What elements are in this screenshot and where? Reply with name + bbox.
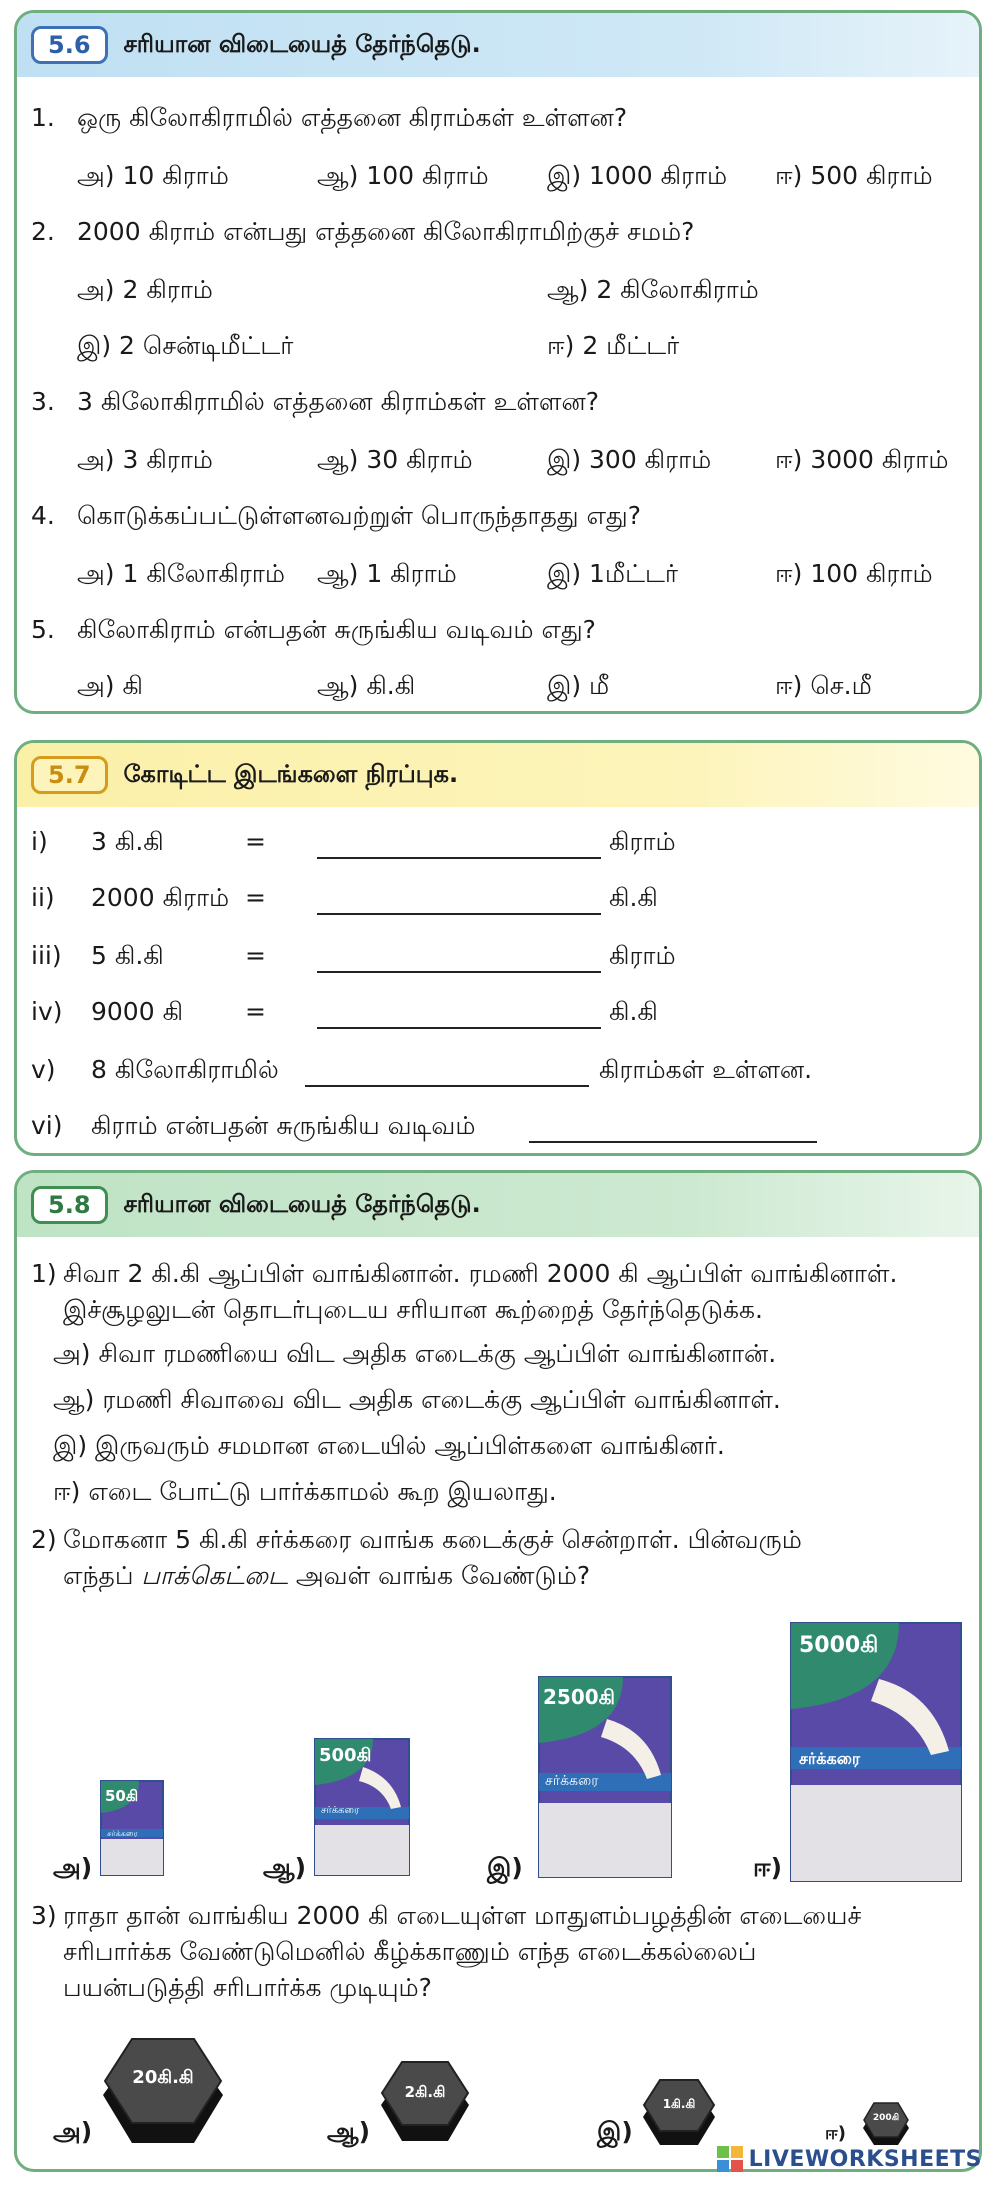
section-5-6 — [14, 10, 982, 714]
item-unit: கி.கி — [609, 997, 658, 1026]
option[interactable]: இ) 1மீட்டர் — [547, 559, 678, 588]
question-number: 3. — [31, 387, 55, 416]
question-text: சரிபார்க்க வேண்டுமெனில் கீழ்க்காணும் எந்த எடைக்கல்லைப் — [63, 1937, 757, 1966]
answer-blank[interactable] — [305, 1085, 589, 1087]
sugar-packet-50g[interactable] — [99, 1779, 165, 1877]
item-number: vi) — [31, 1111, 63, 1140]
option[interactable]: அ) 3 கிராம் — [77, 445, 213, 474]
section-number-badge: 5.8 — [31, 1186, 108, 1224]
option[interactable]: ஈ) 2 மீட்டர் — [547, 331, 680, 360]
question-text: 3 கிலோகிராமில் எத்தனை கிராம்கள் உள்ளன? — [77, 387, 599, 416]
section-number-badge: 5.6 — [31, 26, 108, 64]
answer-blank[interactable] — [317, 913, 601, 915]
item-unit: கிராம் — [609, 941, 676, 970]
option[interactable]: அ) 10 கிராம் — [77, 161, 229, 190]
item-quantity: 8 கிலோகிராமில் — [91, 1055, 279, 1084]
option[interactable]: ஆ) கி.கி — [317, 671, 416, 700]
question-text: ராதா தான் வாங்கிய 2000 கி எடையுள்ள மாதுளம்பழத்தின் எடையைச் — [63, 1901, 862, 1930]
question-text: பயன்படுத்தி சரிபார்க்க முடியும்? — [63, 1973, 432, 2002]
sugar-packet-5000g[interactable] — [789, 1621, 963, 1883]
logo-text: LIVEWORKSHEETS — [748, 2146, 982, 2172]
option[interactable]: ஆ) ரமணி சிவாவை விட அதிக எடைக்கு ஆப்பிள் வாங்கினாள். — [53, 1385, 781, 1414]
packet-weight: 50கி — [105, 1787, 139, 1805]
question-text: எந்தப் பாக்கெட்டை அவள் வாங்க வேண்டும்? — [63, 1561, 591, 1590]
weight-value: 2கி.கி — [404, 2083, 446, 2101]
section-title: கோடிட்ட இடங்களை நிரப்புக. — [123, 759, 459, 788]
option[interactable]: ஈ) செ.மீ — [775, 671, 872, 700]
question-text: ஒரு கிலோகிராமில் எத்தனை கிராம்கள் உள்ளன? — [77, 103, 628, 132]
item-quantity: 2000 கிராம் — [91, 883, 230, 912]
item-number: i) — [31, 827, 48, 856]
item-unit: கி.கி — [609, 883, 658, 912]
packet-weight: 500கி — [319, 1745, 372, 1766]
packet-label: சர்க்கரை — [107, 1829, 138, 1838]
option[interactable]: அ) 1 கிலோகிராம் — [77, 559, 285, 588]
question-text: 2000 கிராம் என்பது எத்தனை கிலோகிராமிற்குச் சமம்? — [77, 217, 695, 246]
item-unit: கிராம் — [609, 827, 676, 856]
equals-sign: = — [245, 827, 266, 856]
packet-weight: 2500கி — [543, 1685, 616, 1709]
item-number: v) — [31, 1055, 56, 1084]
section-title: சரியான விடையைத் தேர்ந்தெடு. — [123, 1189, 481, 1218]
liveworksheets-logo-icon — [717, 2146, 743, 2172]
question-number: 1. — [31, 103, 55, 132]
question-number: 2. — [31, 217, 55, 246]
question-text: கிலோகிராம் என்பதன் சுருங்கிய வடிவம் எது? — [77, 615, 596, 644]
weight-value: 1கி.கி — [662, 2097, 696, 2111]
weight-1kg[interactable] — [641, 2077, 717, 2151]
hexagon-weight-icon — [861, 2101, 911, 2147]
section-5-7 — [14, 740, 982, 1156]
section-5-8 — [14, 1170, 982, 2172]
item-quantity: 3 கி.கி — [91, 827, 164, 856]
option-label: ஈ) — [753, 1853, 783, 1882]
option[interactable]: ஈ) 500 கிராம் — [775, 161, 933, 190]
option[interactable]: இ) மீ — [547, 671, 610, 700]
equals-sign: = — [245, 883, 266, 912]
option-label: இ) — [487, 1853, 523, 1882]
question-number: 4. — [31, 501, 55, 530]
option-label: அ) — [53, 1853, 93, 1882]
item-quantity: 5 கி.கி — [91, 941, 164, 970]
option[interactable]: இ) 2 சென்டிமீட்டர் — [77, 331, 294, 360]
section-title: சரியான விடையைத் தேர்ந்தெடு. — [123, 29, 481, 58]
question-text: சிவா 2 கி.கி ஆப்பிள் வாங்கினான். ரமணி 2000 கி ஆப்பிள் வாங்கினாள். — [63, 1259, 898, 1288]
weight-200g[interactable] — [861, 2101, 911, 2151]
option[interactable]: இ) இருவரும் சமமான எடையில் ஆப்பிள்களை வாங்கினர். — [53, 1431, 725, 1460]
hexagon-weight-icon — [101, 2035, 225, 2147]
option[interactable]: இ) 300 கிராம் — [547, 445, 712, 474]
question-number: 3) — [31, 1901, 57, 1930]
sugar-packet-2500g[interactable] — [537, 1675, 673, 1879]
weight-value: 200கி — [872, 2113, 900, 2123]
packet-label: சர்க்கரை — [545, 1773, 599, 1789]
liveworksheets-logo[interactable] — [717, 2146, 982, 2172]
option[interactable]: ஈ) 3000 கிராம் — [775, 445, 949, 474]
option[interactable]: ஈ) எடை போட்டு பார்க்காமல் கூற இயலாது. — [53, 1477, 557, 1506]
equals-sign: = — [245, 941, 266, 970]
option[interactable]: அ) கி — [77, 671, 143, 700]
option[interactable]: ஆ) 30 கிராம் — [317, 445, 473, 474]
item-quantity: கிராம் என்பதன் சுருங்கிய வடிவம் — [91, 1111, 476, 1140]
option[interactable]: ஆ) 100 கிராம் — [317, 161, 489, 190]
question-text: இச்சூழலுடன் தொடர்புடைய சரியான கூற்றைத் தேர்ந்தெடுக்க. — [63, 1295, 763, 1324]
item-number: ii) — [31, 883, 55, 912]
section-header — [17, 13, 979, 77]
equals-sign: = — [245, 997, 266, 1026]
option[interactable]: ஆ) 2 கிலோகிராம் — [547, 275, 759, 304]
answer-blank[interactable] — [317, 971, 601, 973]
question-number: 2) — [31, 1525, 57, 1554]
question-text: கொடுக்கப்பட்டுள்ளனவற்றுள் பொருந்தாதது எது? — [77, 501, 641, 530]
option[interactable]: அ) 2 கிராம் — [77, 275, 213, 304]
option-label: ஆ) — [263, 1853, 307, 1882]
sugar-packet-500g[interactable] — [313, 1737, 411, 1877]
weight-20kg[interactable] — [101, 2035, 225, 2151]
packet-label: சர்க்கரை — [321, 1805, 360, 1816]
question-number: 1) — [31, 1259, 57, 1288]
item-quantity: 9000 கி — [91, 997, 184, 1026]
answer-blank[interactable] — [317, 1027, 601, 1029]
option[interactable]: ஆ) 1 கிராம் — [317, 559, 457, 588]
item-number: iv) — [31, 997, 63, 1026]
option[interactable]: இ) 1000 கிராம் — [547, 161, 728, 190]
option-label: ஈ) — [825, 2123, 846, 2144]
section-number-badge: 5.7 — [31, 756, 108, 794]
section-header — [17, 743, 979, 807]
item-number: iii) — [31, 941, 62, 970]
option[interactable]: ஈ) 100 கிராம் — [775, 559, 933, 588]
question-number: 5. — [31, 615, 55, 644]
answer-blank[interactable] — [529, 1141, 817, 1143]
question-text: மோகனா 5 கி.கி சர்க்கரை வாங்க கடைக்குச் சென்றாள். பின்வரும் — [63, 1525, 802, 1554]
answer-blank[interactable] — [317, 857, 601, 859]
weight-2kg[interactable] — [379, 2059, 471, 2147]
option-label: அ) — [53, 2117, 93, 2146]
option[interactable]: அ) சிவா ரமணியை விட அதிக எடைக்கு ஆப்பிள் வாங்கினான். — [53, 1339, 777, 1368]
packet-label: சர்க்கரை — [799, 1749, 861, 1768]
packet-weight: 5000கி — [799, 1633, 879, 1658]
item-unit: கிராம்கள் உள்ளன. — [599, 1055, 813, 1084]
section-header — [17, 1173, 979, 1237]
option-label: ஆ) — [327, 2117, 371, 2146]
weight-value: 20கி.கி — [132, 2067, 194, 2088]
option-label: இ) — [597, 2117, 633, 2146]
